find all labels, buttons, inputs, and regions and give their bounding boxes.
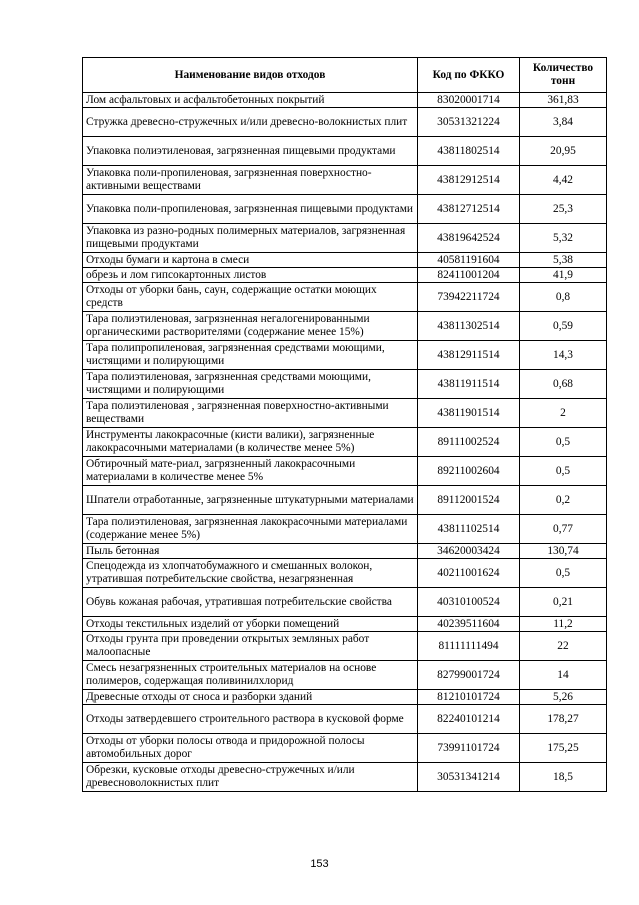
fkko-code-cell: 30531321224 [418,108,520,137]
waste-name-cell: Стружка древесно-стружечных и/или древесно-волокнистых плит [83,108,418,137]
fkko-code-cell: 34620003424 [418,544,520,559]
fkko-code-cell: 43812912514 [418,166,520,195]
table-row [83,253,607,268]
table-row [83,108,607,137]
table-row [83,312,607,341]
quantity-cell: 0,5 [520,457,607,486]
waste-name-cell: Отходы бумаги и картона в смеси [83,253,418,268]
fkko-code-cell: 83020001714 [418,93,520,108]
quantity-cell: 14,3 [520,341,607,370]
waste-name-cell: Упаковка из разно-родных полимерных материалов, загрязненная пищевыми продуктами [83,224,418,253]
waste-name-cell: Инструменты лакокрасочные (кисти валики), загрязненные лакокрасочными материалами (в количестве менее 5%) [83,428,418,457]
quantity-cell: 361,83 [520,93,607,108]
table-row [83,370,607,399]
table-row [83,617,607,632]
waste-name-cell: Отходы от уборки полосы отвода и придорожной полосы автомобильных дорог [83,734,418,763]
fkko-code-cell: 82411001204 [418,268,520,283]
waste-table [82,57,607,792]
quantity-cell: 5,26 [520,690,607,705]
quantity-cell: 25,3 [520,195,607,224]
quantity-cell: 0,5 [520,428,607,457]
quantity-cell: 20,95 [520,137,607,166]
fkko-code-cell: 43812712514 [418,195,520,224]
table-row [83,428,607,457]
quantity-cell: 0,68 [520,370,607,399]
table-row [83,559,607,588]
fkko-code-cell: 40310100524 [418,588,520,617]
waste-name-cell: Тара полиэтиленовая, загрязненная лакокрасочными материалами (содержание менее 5%) [83,515,418,544]
fkko-code-cell: 40581191604 [418,253,520,268]
table-row [83,283,607,312]
fkko-code-cell: 40239511604 [418,617,520,632]
table-row [83,690,607,705]
table-row [83,166,607,195]
fkko-code-cell: 43811102514 [418,515,520,544]
quantity-cell: 175,25 [520,734,607,763]
waste-name-cell: Лом асфальтовых и асфальтобетонных покрытий [83,93,418,108]
fkko-code-cell: 81210101724 [418,690,520,705]
quantity-cell: 0,77 [520,515,607,544]
fkko-code-cell: 43811911514 [418,370,520,399]
waste-name-cell: Древесные отходы от сноса и разборки зданий [83,690,418,705]
quantity-cell: 0,2 [520,486,607,515]
quantity-cell: 4,42 [520,166,607,195]
table-row [83,224,607,253]
header-fkko-code: Код по ФККО [418,58,520,93]
quantity-cell: 0,5 [520,559,607,588]
quantity-cell: 0,59 [520,312,607,341]
waste-name-cell: обрезь и лом гипсокартонных листов [83,268,418,283]
quantity-cell: 130,74 [520,544,607,559]
fkko-code-cell: 43811901514 [418,399,520,428]
quantity-cell: 0,21 [520,588,607,617]
waste-name-cell: Шпатели отработанные, загрязненные штукатурными материалами [83,486,418,515]
waste-name-cell: Обувь кожаная рабочая, утратившая потребительские свойства [83,588,418,617]
table-row [83,763,607,792]
waste-name-cell: Смесь незагрязненных строительных материалов на основе полимеров, содержащая поливинилхлорид [83,661,418,690]
fkko-code-cell: 73942211724 [418,283,520,312]
table-row [83,137,607,166]
fkko-code-cell: 82240101214 [418,705,520,734]
table-row [83,632,607,661]
waste-name-cell: Отходы текстильных изделий от уборки помещений [83,617,418,632]
waste-name-cell: Отходы грунта при проведении открытых земляных работ малоопасные [83,632,418,661]
fkko-code-cell: 43819642524 [418,224,520,253]
waste-name-cell: Тара полипропиленовая, загрязненная средствами моющими, чистящими и полирующими [83,341,418,370]
fkko-code-cell: 89211002604 [418,457,520,486]
table-row [83,399,607,428]
table-row [83,457,607,486]
quantity-cell: 41,9 [520,268,607,283]
fkko-code-cell: 40211001624 [418,559,520,588]
header-waste-name: Наименование видов отходов [83,58,418,93]
table-row [83,544,607,559]
table-row [83,486,607,515]
quantity-cell: 14 [520,661,607,690]
quantity-cell: 3,84 [520,108,607,137]
fkko-code-cell: 43811802514 [418,137,520,166]
table-header-row [83,58,607,93]
header-quantity: Количество тонн [520,58,607,93]
quantity-cell: 2 [520,399,607,428]
table-row [83,705,607,734]
table-row [83,661,607,690]
fkko-code-cell: 43812911514 [418,341,520,370]
quantity-cell: 178,27 [520,705,607,734]
fkko-code-cell: 43811302514 [418,312,520,341]
fkko-code-cell: 73991101724 [418,734,520,763]
waste-name-cell: Отходы от уборки бань, саун, содержащие остатки моющих средств [83,283,418,312]
fkko-code-cell: 82799001724 [418,661,520,690]
table-row [83,588,607,617]
quantity-cell: 22 [520,632,607,661]
waste-name-cell: Тара полиэтиленовая , загрязненная поверхностно-активными веществами [83,399,418,428]
table-body [83,93,607,792]
waste-name-cell: Тара полиэтиленовая, загрязненная средствами моющими, чистящими и полирующими [83,370,418,399]
waste-name-cell: Спецодежда из хлопчатобумажного и смешанных волокон, утратившая потребительские свойства, незагрязненная [83,559,418,588]
quantity-cell: 18,5 [520,763,607,792]
quantity-cell: 0,8 [520,283,607,312]
table-row [83,734,607,763]
waste-name-cell: Упаковка полиэтиленовая, загрязненная пищевыми продуктами [83,137,418,166]
fkko-code-cell: 30531341214 [418,763,520,792]
waste-name-cell: Обрезки, кусковые отходы древесно-стружечных и/или древесноволокнистых плит [83,763,418,792]
waste-name-cell: Пыль бетонная [83,544,418,559]
table-row [83,341,607,370]
quantity-cell: 11,2 [520,617,607,632]
fkko-code-cell: 81111111494 [418,632,520,661]
quantity-cell: 5,32 [520,224,607,253]
waste-name-cell: Отходы затвердевшего строительного раствора в кусковой форме [83,705,418,734]
waste-name-cell: Упаковка поли-пропиленовая, загрязненная поверхностно-активными веществами [83,166,418,195]
quantity-cell: 5,38 [520,253,607,268]
table-row [83,93,607,108]
fkko-code-cell: 89111002524 [418,428,520,457]
table-row [83,515,607,544]
waste-name-cell: Тара полиэтиленовая, загрязненная негалогенированными органическими растворителями (содержание менее 15%) [83,312,418,341]
waste-name-cell: Упаковка поли-пропиленовая, загрязненная пищевыми продуктами [83,195,418,224]
table-row [83,195,607,224]
table-row [83,268,607,283]
waste-name-cell: Обтирочный мате-риал, загрязненный лакокрасочными материалами в количестве менее 5% [83,457,418,486]
fkko-code-cell: 89112001524 [418,486,520,515]
page-number: 153 [310,858,329,870]
